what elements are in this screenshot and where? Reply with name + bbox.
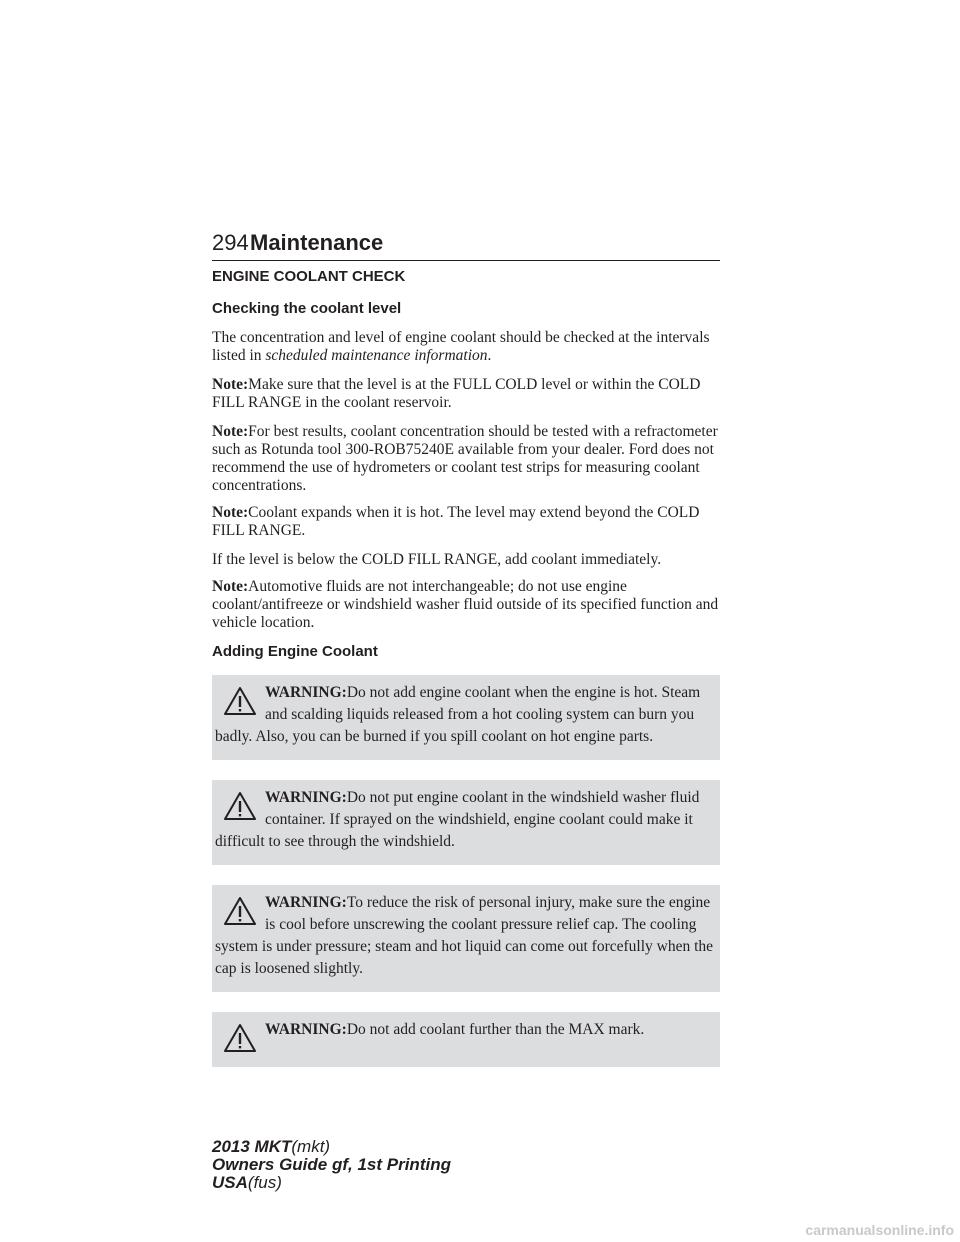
warning-triangle-icon — [223, 686, 257, 716]
subheading-adding-coolant: Adding Engine Coolant — [212, 643, 378, 660]
paragraph-intro-text: The concentration and level of engine coolant should be checked at the intervals listed in — [212, 329, 710, 364]
footer-market-code: (fus) — [247, 1173, 282, 1192]
warning-box — [212, 780, 720, 865]
warning-text: Do not put engine coolant in the windshield washer fluid container. If sprayed on the windshield, engine coolant could make it difficult to see through the windshield. — [215, 789, 700, 850]
watermark: carmanualsonline.info — [805, 1222, 954, 1238]
paragraph-intro-end: . — [487, 347, 492, 364]
note-label: Note: — [212, 376, 249, 393]
note-1 — [212, 376, 720, 412]
page-header — [212, 230, 720, 261]
note-2-text: For best results, coolant concentration should be tested with a refractometer such as Rotunda tool 300-ROB75240E available from your dealer. Ford does not recommend the use of hydrometers or coolant test strips for measuring coolant concentrations. — [212, 423, 718, 494]
warning-triangle-icon — [223, 896, 257, 926]
footer-line-guide — [212, 1156, 451, 1174]
footer-line-model — [212, 1138, 451, 1156]
warning-label: WARNING: — [265, 1021, 347, 1038]
note-3 — [212, 504, 720, 540]
footer-guide: Owners Guide gf, 1st Printing — [212, 1155, 451, 1174]
footer-line-market — [212, 1174, 451, 1192]
warning-box — [212, 885, 720, 992]
note-label: Note: — [212, 504, 249, 521]
note-2 — [212, 423, 720, 495]
note-4 — [212, 578, 720, 632]
page-content — [212, 268, 720, 1087]
warning-box — [212, 1012, 720, 1067]
warning-text: Do not add engine coolant when the engine is hot. Steam and scalding liquids released from a hot cooling system can burn you badly. Also, you can be burned if you spill coolant on hot engine parts. — [215, 684, 701, 745]
note-label: Note: — [212, 423, 249, 440]
warning-label: WARNING: — [265, 684, 347, 701]
heading-engine-coolant-check: ENGINE COOLANT CHECK — [212, 268, 406, 285]
footer-model-code: (mkt) — [291, 1137, 331, 1156]
footer-model: 2013 MKT — [212, 1137, 292, 1156]
paragraph-below-range: If the level is below the COLD FILL RANGE, add coolant immediately. — [212, 551, 662, 568]
warning-triangle-icon — [223, 1023, 257, 1053]
footer-market: USA — [212, 1173, 248, 1192]
link-scheduled-maintenance: scheduled maintenance information — [265, 347, 488, 364]
section-title: Maintenance — [250, 230, 384, 255]
note-label: Note: — [212, 578, 249, 595]
warning-box — [212, 675, 720, 760]
paragraph-intro — [212, 329, 720, 365]
warning-triangle-icon — [223, 791, 257, 821]
warning-text: To reduce the risk of personal injury, make sure the engine is cool before unscrewing the coolant pressure relief cap. The cooling system is under pressure; steam and hot liquid can come out forcefully when the cap is loosened slightly. — [215, 894, 714, 977]
print-footer — [212, 1138, 451, 1192]
page-number: 294 — [212, 230, 249, 255]
warning-text: Do not add coolant further than the MAX mark. — [346, 1021, 645, 1038]
note-3-text: Coolant expands when it is hot. The level may extend beyond the COLD FILL RANGE. — [212, 504, 700, 539]
subheading-checking-level: Checking the coolant level — [212, 300, 402, 317]
warning-label: WARNING: — [265, 894, 347, 911]
note-1-text: Make sure that the level is at the FULL COLD level or within the COLD FILL RANGE in the coolant reservoir. — [212, 376, 701, 411]
note-4-text: Automotive fluids are not interchangeable; do not use engine coolant/antifreeze or windshield washer fluid outside of its specified function and vehicle location. — [212, 578, 719, 631]
warning-label: WARNING: — [265, 789, 347, 806]
